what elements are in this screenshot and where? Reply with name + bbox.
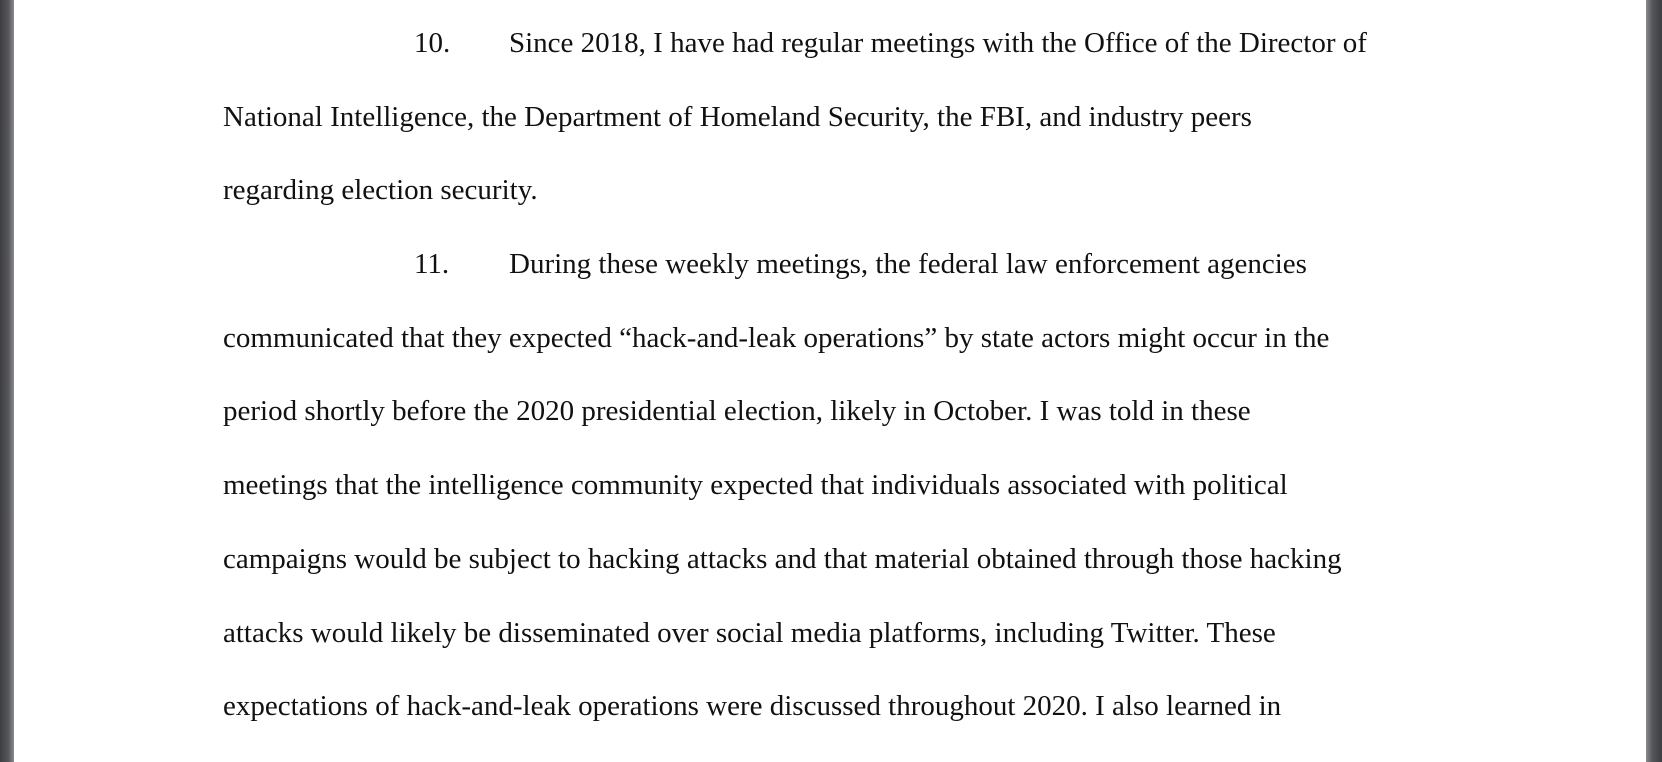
paragraph-11-line-1 xyxy=(223,233,1473,307)
paragraph-text: Since 2018, I have had regular meetings with the Office of the Director of xyxy=(509,27,1367,59)
paragraph-number: 10. xyxy=(414,27,451,59)
paragraph-11-line-6: attacks would likely be disseminated over social media platforms, including Twitter. These xyxy=(223,616,1276,649)
viewer-right-border xyxy=(1646,0,1662,762)
paragraph-10-line-1 xyxy=(223,12,1473,86)
paragraph-11-line-4: meetings that the intelligence community expected that individuals associated with political xyxy=(223,469,1288,502)
paragraph-number: 11. xyxy=(414,248,450,281)
paragraph-11-line-5: campaigns would be subject to hacking attacks and that material obtained through those hacking xyxy=(223,542,1342,575)
page-text xyxy=(223,12,1473,749)
paragraph-10-line-3: regarding election security. xyxy=(223,174,538,207)
paragraph-10-line-2: National Intelligence, the Department of Homeland Security, the FBI, and industry peers xyxy=(223,100,1252,133)
document-page xyxy=(14,0,1646,762)
viewer-left-border xyxy=(0,0,14,762)
paragraph-11-line-2: communicated that they expected “hack-and-leak operations” by state actors might occur in the xyxy=(223,321,1330,354)
paragraph-text: During these weekly meetings, the federal law enforcement agencies xyxy=(509,248,1307,281)
paragraph-11-line-3: period shortly before the 2020 presidential election, likely in October. I was told in these xyxy=(223,395,1251,428)
paragraph-11-line-7: expectations of hack-and-leak operations were discussed throughout 2020. I also learned in xyxy=(223,690,1282,723)
